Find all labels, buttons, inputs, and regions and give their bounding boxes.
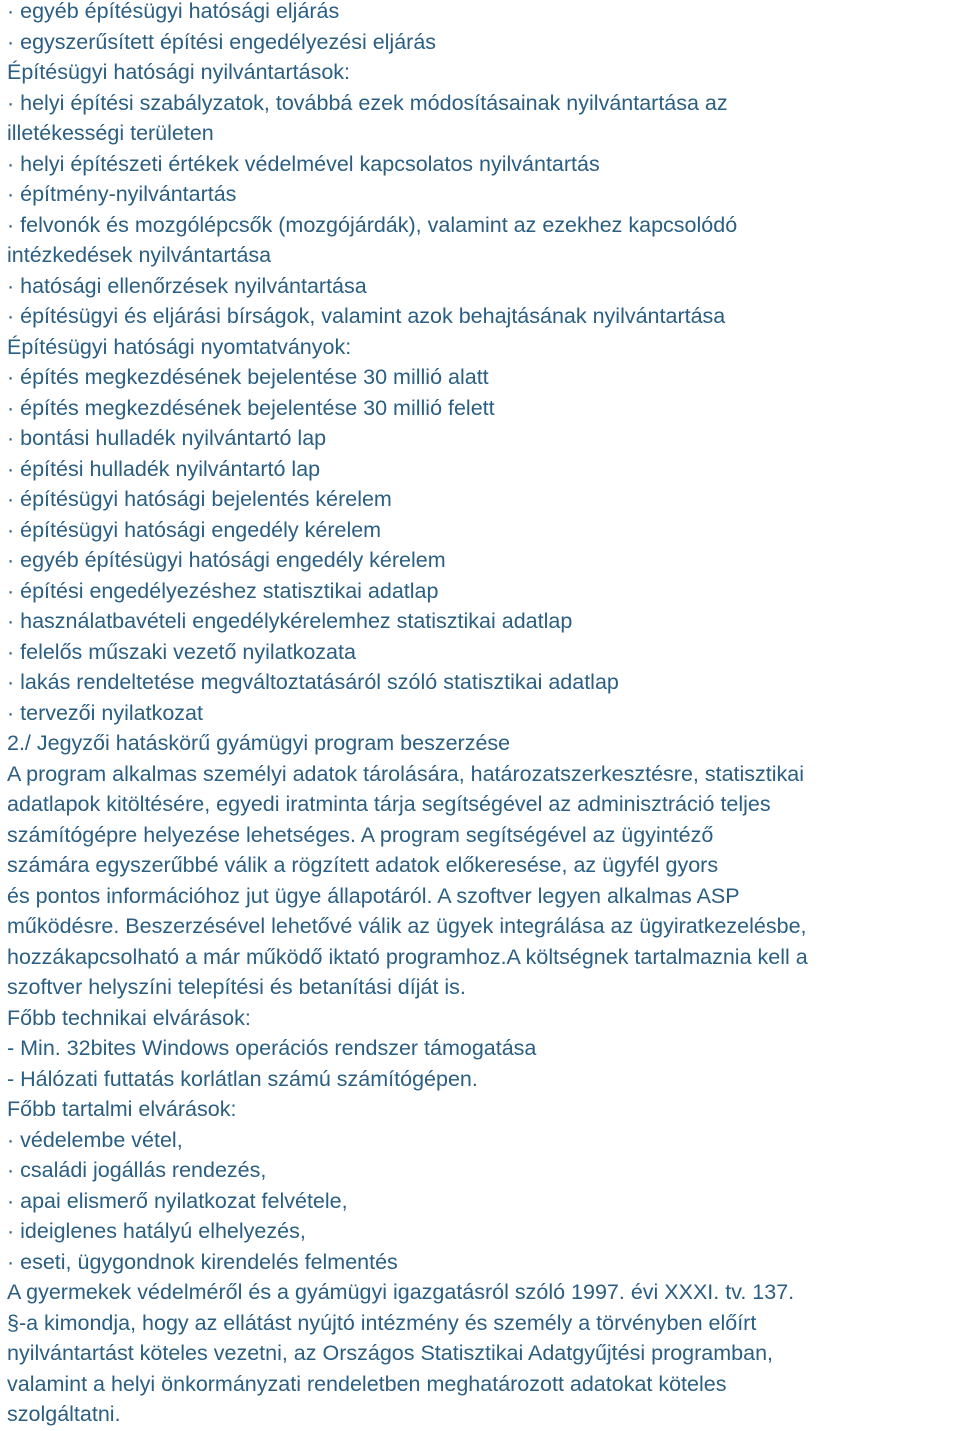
text-line: · családi jogállás rendezés, (7, 1158, 267, 1182)
text-line: · helyi építészeti értékek védelmével kapcsolatos nyilvántartás (7, 151, 600, 176)
section-program-description (7, 759, 957, 1003)
text-line: számára egyszerűbbé válik a rögzített adatok előkeresése, az ügyfél gyors (7, 853, 719, 877)
text-line: · védelembe vétel, (7, 1127, 183, 1152)
section-heading: Főbb tartalmi elvárások: (7, 1097, 237, 1121)
text-line: · felvonók és mozgólépcsők (mozgójárdák), valamint az ezekhez kapcsolódó (7, 212, 738, 237)
text-line: · hatósági ellenőrzések nyilvántartása (7, 273, 367, 298)
text-line: · eseti, ügygondnok kirendelés felmentés (7, 1249, 398, 1274)
text-line: · építési engedélyezéshez statisztikai adatlap (7, 578, 439, 603)
text-line: működésre. Beszerzésével lehetővé válik az ügyek integrálása az ügyiratkezelésbe, (7, 914, 807, 938)
section-heading: 2./ Jegyzői hatáskörű gyámügyi program beszerzése (7, 731, 511, 755)
text-line: · építésügyi hatósági engedély kérelem (7, 517, 382, 542)
text-line: · használatbavételi engedélykérelemhez statisztikai adatlap (7, 609, 573, 633)
text-line: adatlapok kitöltésére, egyedi iratminta tárja segítségével az adminisztráció teljes (7, 792, 771, 816)
text-line: · egyéb építésügyi hatósági engedély kérelem (7, 548, 446, 572)
section-law-reference (7, 1277, 957, 1430)
text-line: · egyéb építésügyi hatósági eljárás (7, 0, 340, 23)
text-line: §-a kimondja, hogy az ellátást nyújtó intézmény és személy a törvényben előírt (7, 1310, 757, 1335)
section-heading: Építésügyi hatósági nyilvántartások: (7, 60, 351, 84)
text-line: A gyermekek védelméről és a gyámügyi igazgatásról szóló 1997. évi XXXI. tv. 137. (7, 1280, 795, 1304)
text-line: valamint a helyi önkormányzati rendeletben meghatározott adatokat köteles (7, 1371, 727, 1396)
text-line: · helyi építési szabályzatok, továbbá ezek módosításainak nyilvántartása az (7, 90, 728, 115)
text-line: hozzákapcsolható a már működő iktató programhoz.A költségnek tartalmaznia kell a (7, 944, 808, 969)
text-line: - Min. 32bites Windows operációs rendszer támogatása (7, 1036, 537, 1060)
text-line: szolgáltatni. (7, 1402, 121, 1426)
section-heading: Főbb technikai elvárások: (7, 1005, 251, 1030)
text-line: · bontási hulladék nyilvántartó lap (7, 426, 327, 450)
text-line: · felelős műszaki vezető nyilatkozata (7, 639, 356, 664)
section-heading: Építésügyi hatósági nyomtatványok: (7, 334, 352, 359)
text-line: · építésügyi és eljárási bírságok, valamint azok behajtásának nyilvántartása (7, 304, 726, 328)
text-line: illetékességi területen (7, 121, 214, 145)
text-line: · építésügyi hatósági bejelentés kérelem (7, 487, 392, 511)
text-line: számítógépre helyezése lehetséges. A program segítségével az ügyintéző (7, 822, 714, 847)
text-line: - Hálózati futtatás korlátlan számú számítógépen. (7, 1066, 478, 1091)
text-line: · lakás rendeltetése megváltoztatásáról szóló statisztikai adatlap (7, 670, 619, 694)
text-line: intézkedések nyilvántartása (7, 243, 272, 267)
text-line: szoftver helyszíni telepítési és betanítási díját is. (7, 975, 466, 999)
text-line: A program alkalmas személyi adatok tárolására, határozatszerkesztésre, statisztikai (7, 761, 805, 786)
text-line: és pontos információhoz jut ügye állapotáról. A szoftver legyen alkalmas ASP (7, 883, 740, 908)
text-line: · ideiglenes hatályú elhelyezés, (7, 1219, 306, 1243)
section-building-authority (7, 0, 957, 759)
text-line: nyilvántartást köteles vezetni, az Országos Statisztikai Adatgyűjtési programban, (7, 1341, 774, 1365)
document-body (7, 0, 957, 1430)
text-line: · építés megkezdésének bejelentése 30 millió alatt (7, 365, 489, 389)
text-line: · tervezői nyilatkozat (7, 700, 203, 725)
text-line: · építmény-nyilvántartás (7, 182, 237, 206)
text-line: · egyszerűsített építési engedélyezési eljárás (7, 29, 437, 54)
text-line: · építési hulladék nyilvántartó lap (7, 456, 321, 481)
text-line: · építés megkezdésének bejelentése 30 millió felett (7, 395, 495, 420)
text-line: · apai elismerő nyilatkozat felvétele, (7, 1188, 348, 1213)
section-requirements (7, 1003, 957, 1278)
